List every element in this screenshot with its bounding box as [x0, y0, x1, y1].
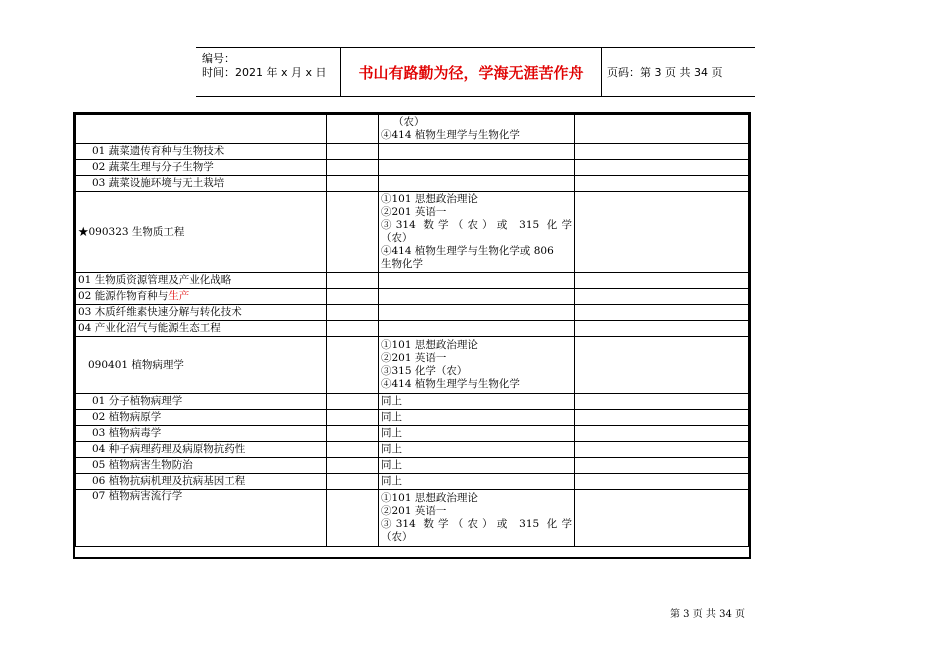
program-name: 05 植物病害生物防治: [76, 458, 327, 474]
exam-line: ③315 化学（农）: [381, 365, 468, 377]
exam-line: ④414 植物生理学与生物化学或 806: [381, 245, 554, 257]
table-row: [76, 192, 749, 273]
exam-line: ①101 思想政治理论: [381, 193, 478, 205]
table-row: [76, 474, 749, 490]
number-label: 编号：: [202, 52, 235, 65]
header-left: [202, 52, 327, 80]
program-name: 04 产业化沼气与能源生态工程: [76, 321, 327, 337]
program-name: 01 蔬菜遗传育种与生物技术: [76, 144, 327, 160]
exam-line: （农）: [381, 232, 413, 244]
exam-subjects: [379, 490, 575, 547]
program-name: 01 生物质资源管理及产业化战略: [76, 273, 327, 289]
program-name: 03 植物病毒学: [76, 426, 327, 442]
program-table: [73, 112, 751, 559]
exam-line: 生物化学: [381, 258, 423, 270]
program-name-highlight: 生产: [168, 290, 190, 302]
exam-subjects: [379, 115, 575, 144]
table-row: [76, 458, 749, 474]
motto: 书山有路勤为径，学海无涯苦作舟: [340, 48, 602, 96]
exam-subjects: 同上: [379, 410, 575, 426]
exam-subjects: 同上: [379, 474, 575, 490]
program-name-part: 02 能源作物育种与: [78, 290, 169, 302]
exam-subjects: 同上: [379, 426, 575, 442]
table-row: [76, 160, 749, 176]
program-name: 07 植物病害流行学: [76, 490, 327, 547]
exam-subjects: 同上: [379, 458, 575, 474]
table-row: [76, 115, 749, 144]
exam-line: ②201 英语一: [381, 505, 447, 517]
exam-line: ④414 植物生理学与生物化学: [381, 378, 520, 390]
table-row: [76, 305, 749, 321]
table-row: [76, 321, 749, 337]
time-label: 时间：2021 年 x 月 x 日: [202, 66, 327, 79]
table-row: [76, 394, 749, 410]
table-row: [76, 426, 749, 442]
page-label: 页码：第 3 页 共 34 页: [607, 66, 723, 79]
table-row: [76, 289, 749, 305]
exam-subjects: 同上: [379, 394, 575, 410]
program-name: [76, 115, 327, 144]
exam-line: ③314 数学（农）或 315 化学: [381, 219, 572, 231]
program-name: 02 蔬菜生理与分子生物学: [76, 160, 327, 176]
exam-subjects: [379, 192, 575, 273]
program-name: 03 蔬菜设施环境与无土栽培: [76, 176, 327, 192]
table-row: [76, 273, 749, 289]
table-row: [76, 410, 749, 426]
table-row: [76, 176, 749, 192]
table-row: [76, 144, 749, 160]
table-row: [76, 337, 749, 394]
table-row: [76, 442, 749, 458]
exam-line: ①101 思想政治理论: [381, 339, 478, 351]
program-name: 02 植物病原学: [76, 410, 327, 426]
program-name: 06 植物抗病机理及抗病基因工程: [76, 474, 327, 490]
exam-line: （农）: [381, 531, 413, 543]
exam-line: ①101 思想政治理论: [381, 492, 478, 504]
exam-line: ④414 植物生理学与生物化学: [381, 129, 520, 141]
program-name: 04 种子病理药理及病原物抗药性: [76, 442, 327, 458]
page-footer: 第 3 页 共 34 页: [670, 609, 745, 620]
exam-line: ②201 英语一: [381, 206, 447, 218]
program-name: 03 木质纤维素快速分解与转化技术: [76, 305, 327, 321]
exam-line: ②201 英语一: [381, 352, 447, 364]
exam-line: ③314 数学（农）或 315 化学: [381, 518, 572, 530]
program-name: [76, 289, 327, 305]
exam-subjects: [379, 337, 575, 394]
program-name: ★090323 生物质工程: [76, 192, 327, 273]
page-header: [196, 47, 755, 97]
exam-line: （农）: [393, 116, 425, 128]
program-name: 01 分子植物病理学: [76, 394, 327, 410]
program-name: 090401 植物病理学: [76, 337, 327, 394]
table-row: [76, 490, 749, 547]
exam-subjects: 同上: [379, 442, 575, 458]
